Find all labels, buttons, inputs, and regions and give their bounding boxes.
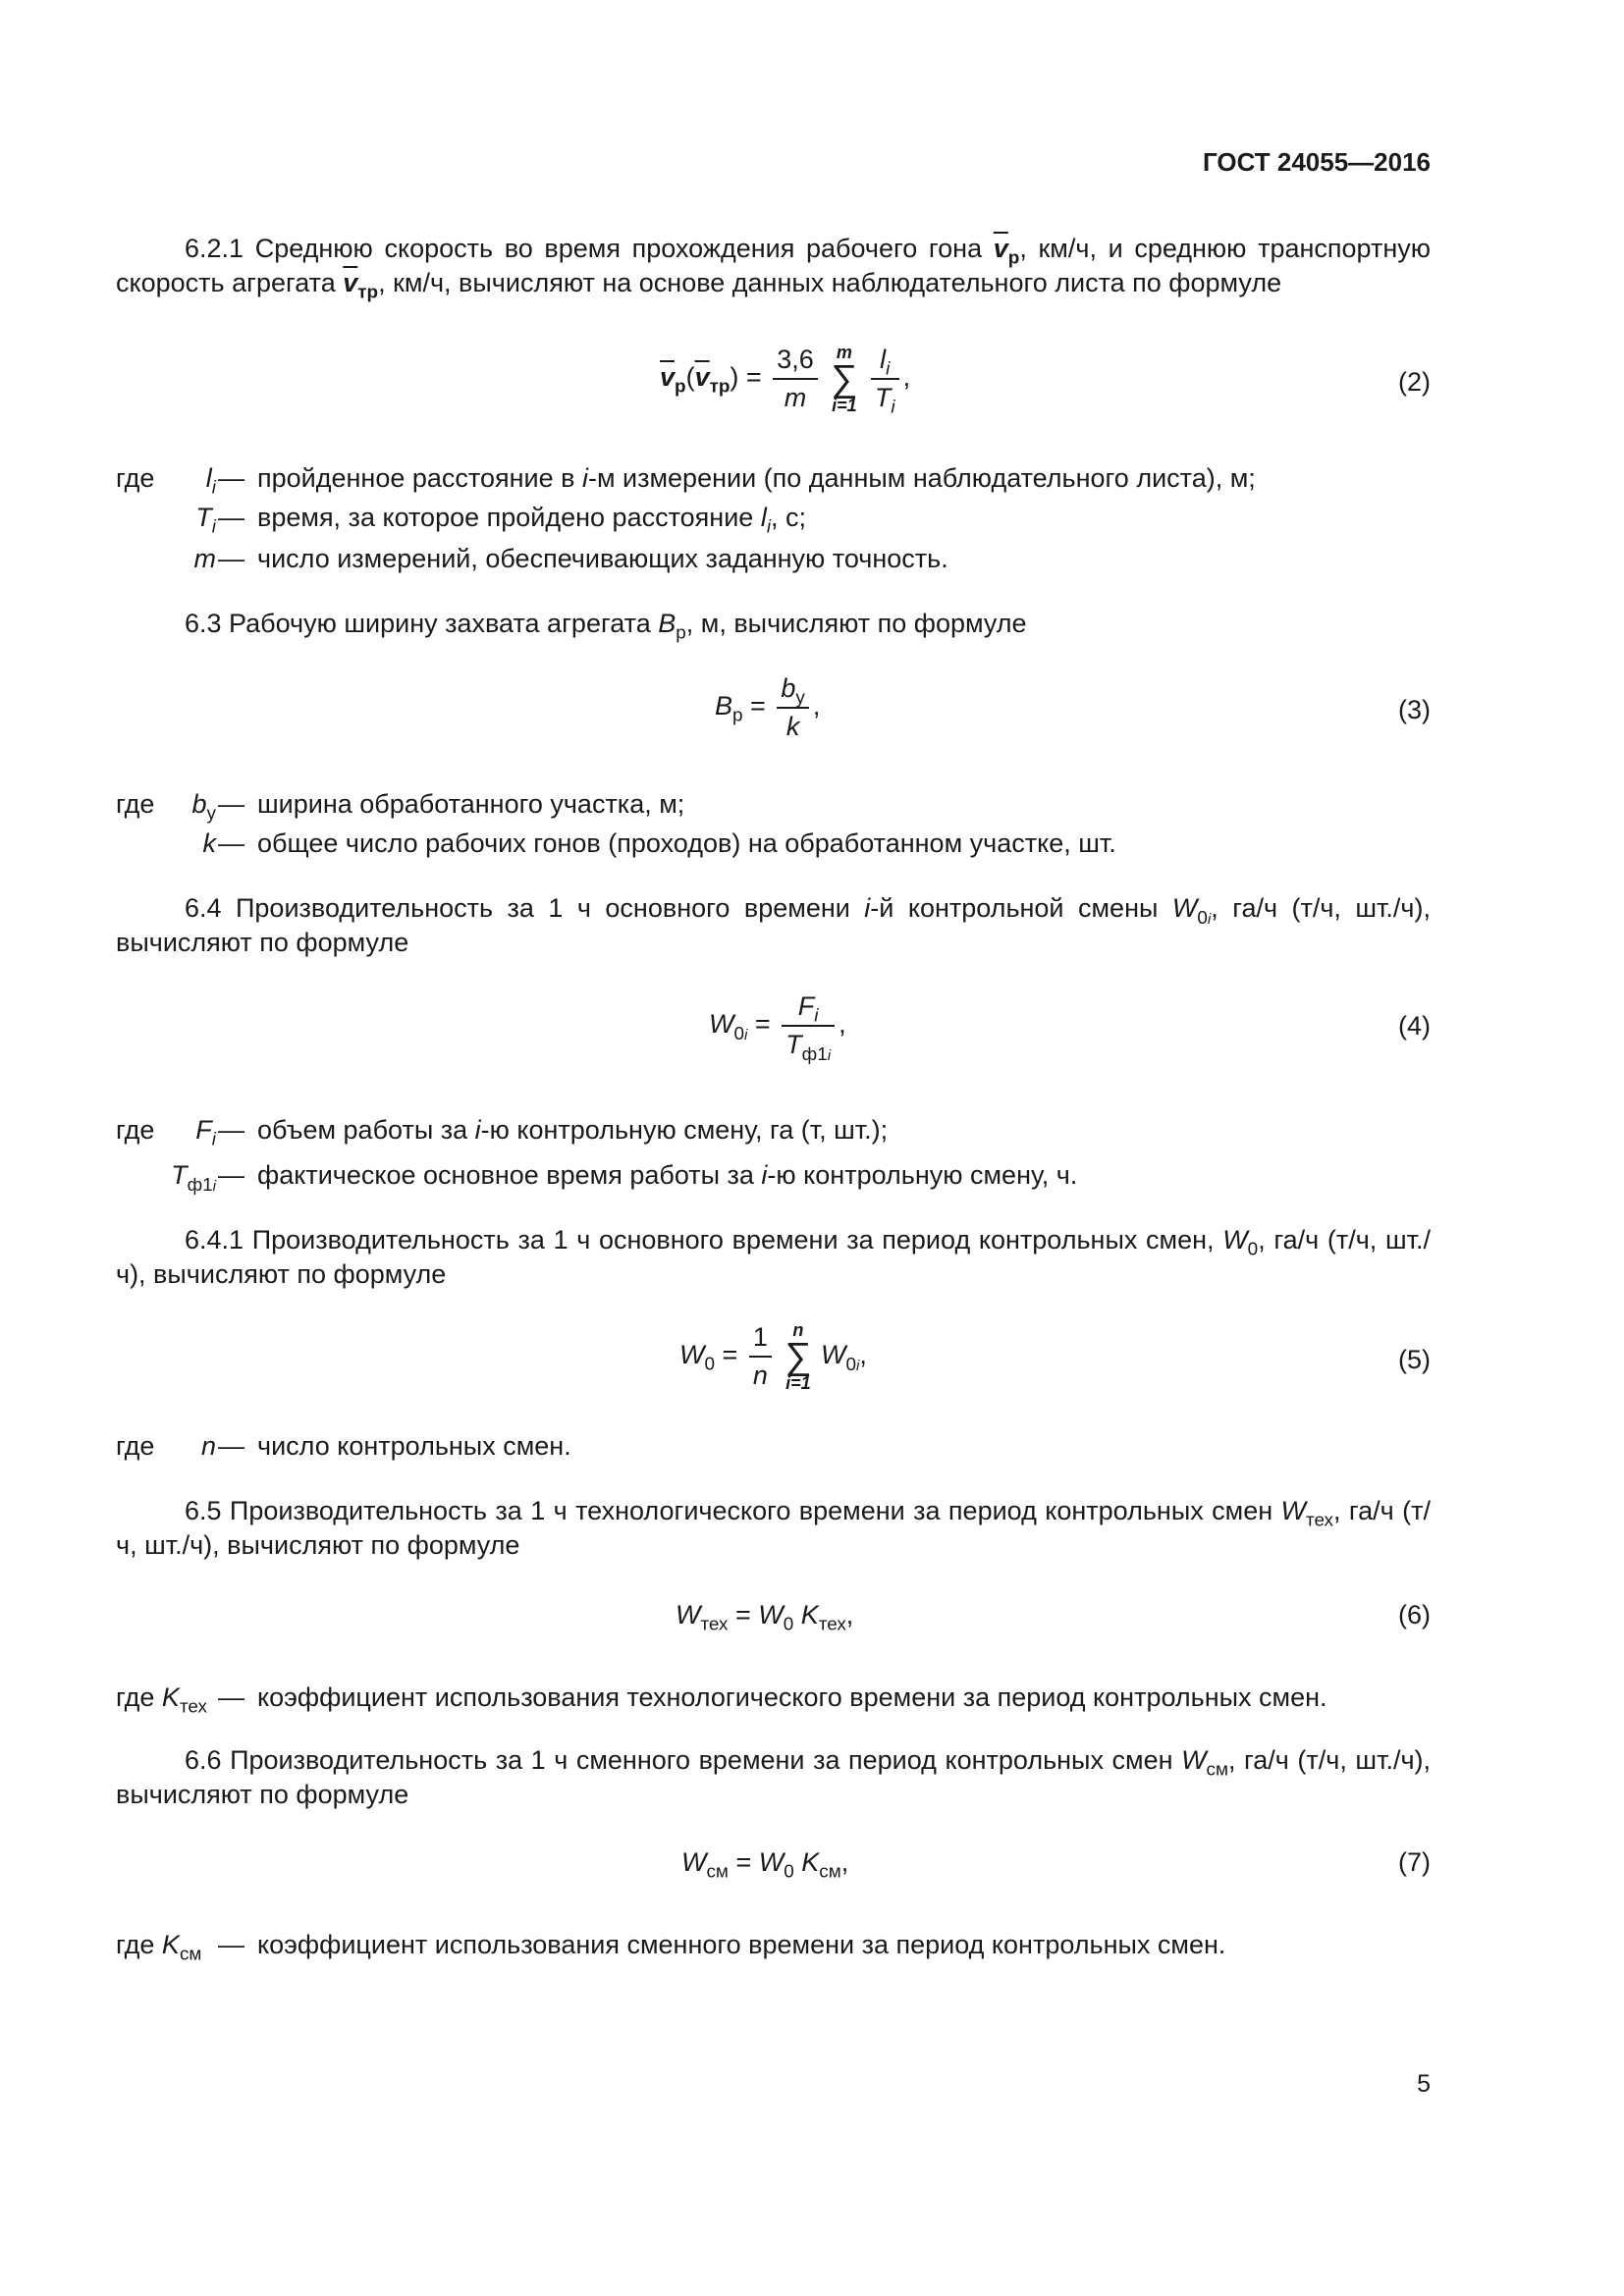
eq5-lhs-sub: 0 (704, 1354, 715, 1375)
eq7-a: W (758, 1847, 785, 1877)
p63-sub: р (676, 622, 686, 644)
equation-number-6: (6) (1398, 1600, 1431, 1629)
eq2-coef-num: 3,6 (773, 345, 818, 380)
eq3-fraction (777, 673, 808, 742)
eq5-lhs: W (679, 1340, 705, 1370)
eq4-lhs-sub: 0 (733, 1023, 744, 1044)
eq7-equals: = (735, 1847, 752, 1877)
equation-number-2: (2) (1398, 367, 1431, 397)
equation-number-5: (5) (1398, 1345, 1431, 1374)
eq3-equals: = (750, 691, 766, 721)
dash: — (218, 1431, 244, 1461)
where5-sym-n (177, 1429, 216, 1463)
where2-def-2: число измерений, обеспечивающих заданную точность. (257, 544, 948, 573)
where7-label-text: где (116, 1930, 155, 1959)
where-label: где (116, 463, 155, 493)
where3-0-sym: b (191, 789, 207, 819)
where4-sym-T (147, 1158, 216, 1196)
where2-0-text-a: пройденное расстояние в (257, 463, 582, 493)
p621-text-c: , км/ч, вычисляют на основе данных наблюдательного листа по формуле (378, 268, 1282, 297)
where5-def-0: число контрольных смен. (257, 1431, 571, 1461)
where4-def-0 (257, 1113, 888, 1147)
page-number: 5 (1417, 2070, 1431, 2098)
eq7-lhs: W (681, 1847, 707, 1877)
eq3-lhs-sub: р (732, 705, 743, 726)
dash: — (218, 789, 244, 819)
where6-def: коэффициент использования технологического времени за период контрольных смен. (257, 1682, 1327, 1712)
eq6-comma: , (845, 1600, 854, 1629)
eq2-coef-fraction (773, 345, 818, 413)
eq6-lhs: W (676, 1600, 701, 1629)
where-label: где (116, 789, 155, 819)
p621-v-symbol: $\overline{v}$ (993, 234, 1008, 263)
where2-sym-T (177, 501, 216, 538)
eq4-den: T (785, 1030, 802, 1059)
formula-5 (679, 1321, 867, 1392)
p641-sym: W (1222, 1225, 1248, 1255)
eq7-a-sub: 0 (784, 1861, 794, 1883)
eq5-comma: , (859, 1340, 867, 1370)
eq2-frac-num: l (880, 345, 887, 374)
where4-0-sub: i (211, 1129, 216, 1150)
dash: — (218, 544, 244, 573)
p65-text-a: 6.5 Производительность за 1 ч технологического времени за период контрольных смен (185, 1496, 1281, 1525)
where6-sub: тех (179, 1696, 207, 1718)
where2-def-1 (257, 501, 807, 538)
p64-sub: 0 (1197, 907, 1208, 929)
paragraph-6-4-1 (116, 1223, 1431, 1292)
eq2-fraction (871, 345, 899, 418)
eq2-lhs-v: $\overline{v}$ (660, 362, 676, 393)
p64-ital: i (864, 893, 871, 923)
where4-0-text-b: -ю контрольную смену, га (т, шт.); (480, 1115, 889, 1145)
eq7-lhs-sub: см (706, 1861, 729, 1883)
paragraph-6-4 (116, 891, 1431, 960)
where7-sym: K (161, 1930, 180, 1959)
where6-sym: K (161, 1682, 180, 1712)
where4-sym-F (177, 1113, 216, 1150)
where7-sub: см (179, 1944, 202, 1965)
p621-vtr-symbol: $\overline{v}$ (343, 268, 358, 297)
paragraph-6-6 (116, 1743, 1431, 1812)
eq7-comma: , (840, 1847, 849, 1877)
p621-text-b: , км/ч, и среднюю транспортную скорость агрегата (116, 234, 1431, 297)
dash: — (218, 1160, 244, 1190)
eq4-lhs-sub-i: i (744, 1026, 748, 1043)
eq7-b-sub: см (819, 1861, 841, 1883)
formula-4 (709, 991, 846, 1065)
eq4-comma: , (839, 1009, 846, 1040)
p621-vtr-sub: тр (357, 282, 379, 303)
sigma-symbol: ∑ (785, 1336, 812, 1377)
where4-1-sub: ф1 (187, 1174, 213, 1196)
eq3-num-sub: у (795, 687, 805, 709)
eq2-lhs-v2: $\overline{v}$ (694, 362, 710, 393)
p63-text-b: , м, вычисляют по формуле (685, 609, 1027, 638)
eq6-b-sub: тех (818, 1614, 846, 1635)
equation-number-7: (7) (1398, 1847, 1431, 1877)
paragraph-6-2-1 (116, 232, 1431, 303)
where3-def-1: общее число рабочих гонов (проходов) на обработанном участке, шт. (257, 828, 1116, 858)
eq2-sum-bot: i=1 (832, 396, 857, 415)
where2-def-0 (257, 461, 1256, 495)
eq5-term-sub: 0 (845, 1354, 856, 1375)
p64-text-c: , га/ч (т/ч, шт./ч), вычисляют по формуле (116, 893, 1431, 957)
formula-7 (681, 1847, 849, 1883)
where4-1-sub-i: i (212, 1177, 216, 1195)
eq5-den: n (752, 1361, 768, 1390)
where6-label (116, 1681, 207, 1718)
eq4-fraction (782, 991, 835, 1065)
where3-def-0: ширина обработанного участка, м; (257, 789, 685, 819)
where2-0-sub: i (211, 477, 216, 499)
paragraph-6-5 (116, 1494, 1431, 1563)
where3-0-sub: у (206, 803, 216, 825)
p65-text-b: , га/ч (т/ч, шт./ч), вычисляют по формуле (116, 1496, 1432, 1560)
eq4-den-sub-i: i (827, 1046, 832, 1064)
eq2-equals: = (745, 362, 762, 393)
dash: — (218, 503, 244, 532)
eq4-num-sub: i (814, 1005, 819, 1027)
p66-text-b: , га/ч (т/ч, шт./ч), вычисляют по формуле (116, 1745, 1432, 1809)
eq2-frac-num-sub: i (886, 358, 891, 380)
eq2-lhs-sub2: тр (709, 376, 731, 398)
where3-sym-k (177, 827, 216, 860)
eq6-a: W (758, 1600, 784, 1629)
where4-1-sym: T (171, 1160, 188, 1190)
p641-sub: 0 (1247, 1239, 1259, 1260)
where2-1-ital-sub: i (766, 516, 772, 538)
paragraph-6-3 (116, 607, 1431, 644)
dash: — (218, 1682, 244, 1712)
where5-0-sym: n (200, 1431, 216, 1461)
eq3-num: b (781, 673, 796, 703)
where3-sym-b (177, 787, 216, 825)
where2-1-sym: T (195, 503, 212, 532)
where2-sym-l (187, 461, 216, 499)
eq3-lhs: B (715, 691, 733, 721)
p641-text-a: 6.4.1 Производительность за 1 ч основного времени за период контрольных смен, (185, 1225, 1223, 1255)
eq5-term: W (820, 1340, 846, 1370)
eq5-fraction (749, 1322, 772, 1391)
p621-v-sub: р (1007, 247, 1020, 269)
eq2-coef-den: m (784, 383, 807, 412)
where4-0-sym: F (195, 1115, 212, 1145)
p66-sym: W (1181, 1745, 1207, 1775)
dash: — (218, 1930, 244, 1959)
equation-number-3: (3) (1398, 695, 1431, 724)
where-label: где (116, 1431, 155, 1461)
eq2-frac-den: T (874, 383, 892, 412)
where4-def-1 (257, 1158, 1077, 1192)
where4-1-text-b: -ю контрольную смену, ч. (767, 1160, 1078, 1190)
where4-1-ital: i (761, 1160, 768, 1190)
eq5-equals: = (722, 1340, 738, 1370)
formula-3 (715, 673, 820, 742)
where7-def: коэффициент использования сменного времени за период контрольных смен. (257, 1930, 1226, 1959)
where2-0-sym: l (205, 463, 212, 493)
dash: — (218, 1115, 244, 1145)
where-label: где (116, 1115, 155, 1145)
where2-1-ital: l (760, 503, 767, 532)
formula-2 (660, 343, 911, 418)
eq7-b: K (801, 1847, 820, 1877)
eq5-sum-top: n (792, 1320, 804, 1340)
eq4-num: F (797, 991, 815, 1021)
eq6-a-sub: 0 (783, 1614, 794, 1635)
where4-0-ital: i (474, 1115, 481, 1145)
where7-label (116, 1928, 202, 1965)
eq2-frac-den-sub: i (891, 397, 895, 418)
equation-number-4: (4) (1398, 1011, 1431, 1041)
p641-text-b: , га/ч (т/ч, шт./ч), вычисляют по формуле (116, 1225, 1432, 1289)
p64-sub-i: i (1207, 910, 1212, 928)
p63-sym: B (658, 609, 677, 638)
p66-sub: см (1206, 1759, 1228, 1781)
where4-1-text-a: фактическое основное время работы за (257, 1160, 762, 1190)
eq4-lhs: W (709, 1009, 734, 1040)
eq2-lhs-sub1: р (675, 376, 686, 398)
eq4-den-sub: ф1 (801, 1043, 828, 1065)
where2-2-sym: m (193, 544, 216, 573)
eq6-equals: = (734, 1600, 751, 1629)
dash: — (218, 463, 244, 493)
where2-1-text-a: время, за которое пройдено расстояние (257, 503, 761, 532)
p65-sym: W (1280, 1496, 1307, 1525)
sigma-symbol: ∑ (831, 358, 858, 400)
where6-label-text: где (116, 1682, 155, 1712)
eq5-sum-bot: i=1 (785, 1373, 811, 1393)
p64-sym: W (1171, 893, 1198, 923)
dash: — (218, 828, 244, 858)
eq4-equals: = (754, 1009, 771, 1040)
eq3-den: k (785, 712, 800, 741)
where2-sym-m (177, 542, 216, 575)
eq6-lhs-sub: тех (700, 1614, 729, 1635)
where2-0-ital: i (581, 463, 588, 493)
eq6-b: K (800, 1600, 819, 1629)
eq5-term-sub-i: i (855, 1357, 860, 1374)
p66-text-a: 6.6 Производительность за 1 ч сменного времени за период контрольных смен (185, 1745, 1182, 1775)
where2-0-text-b: -м измерении (по данным наблюдательного листа), м; (587, 463, 1256, 493)
document-header: ГОСТ 24055—2016 (1203, 147, 1431, 177)
p65-sub: тех (1306, 1510, 1333, 1531)
eq3-comma: , (812, 691, 821, 721)
formula-6 (676, 1600, 854, 1635)
where2-1-sub: i (211, 516, 216, 538)
p63-text-a: 6.3 Рабочую ширину захвата агрегата (185, 609, 659, 638)
eq2-sum (831, 344, 857, 414)
eq5-sum (785, 1321, 811, 1392)
p64-text-b: -й контрольной смены (870, 893, 1172, 923)
eq2-sum-top: m (836, 343, 852, 362)
eq2-lparen: ( (685, 362, 695, 393)
where3-1-sym: k (202, 828, 216, 858)
p621-text-a: 6.2.1 Среднюю скорость во время прохождения рабочего гона (185, 234, 994, 263)
eq2-comma: , (902, 362, 911, 393)
eq5-num: 1 (749, 1322, 772, 1358)
eq2-rparen: ) (730, 362, 739, 393)
p64-text-a: 6.4 Производительность за 1 ч основного времени (185, 893, 865, 923)
where4-0-text-a: объем работы за (257, 1115, 475, 1145)
where2-1-text-b: , с; (771, 503, 807, 532)
